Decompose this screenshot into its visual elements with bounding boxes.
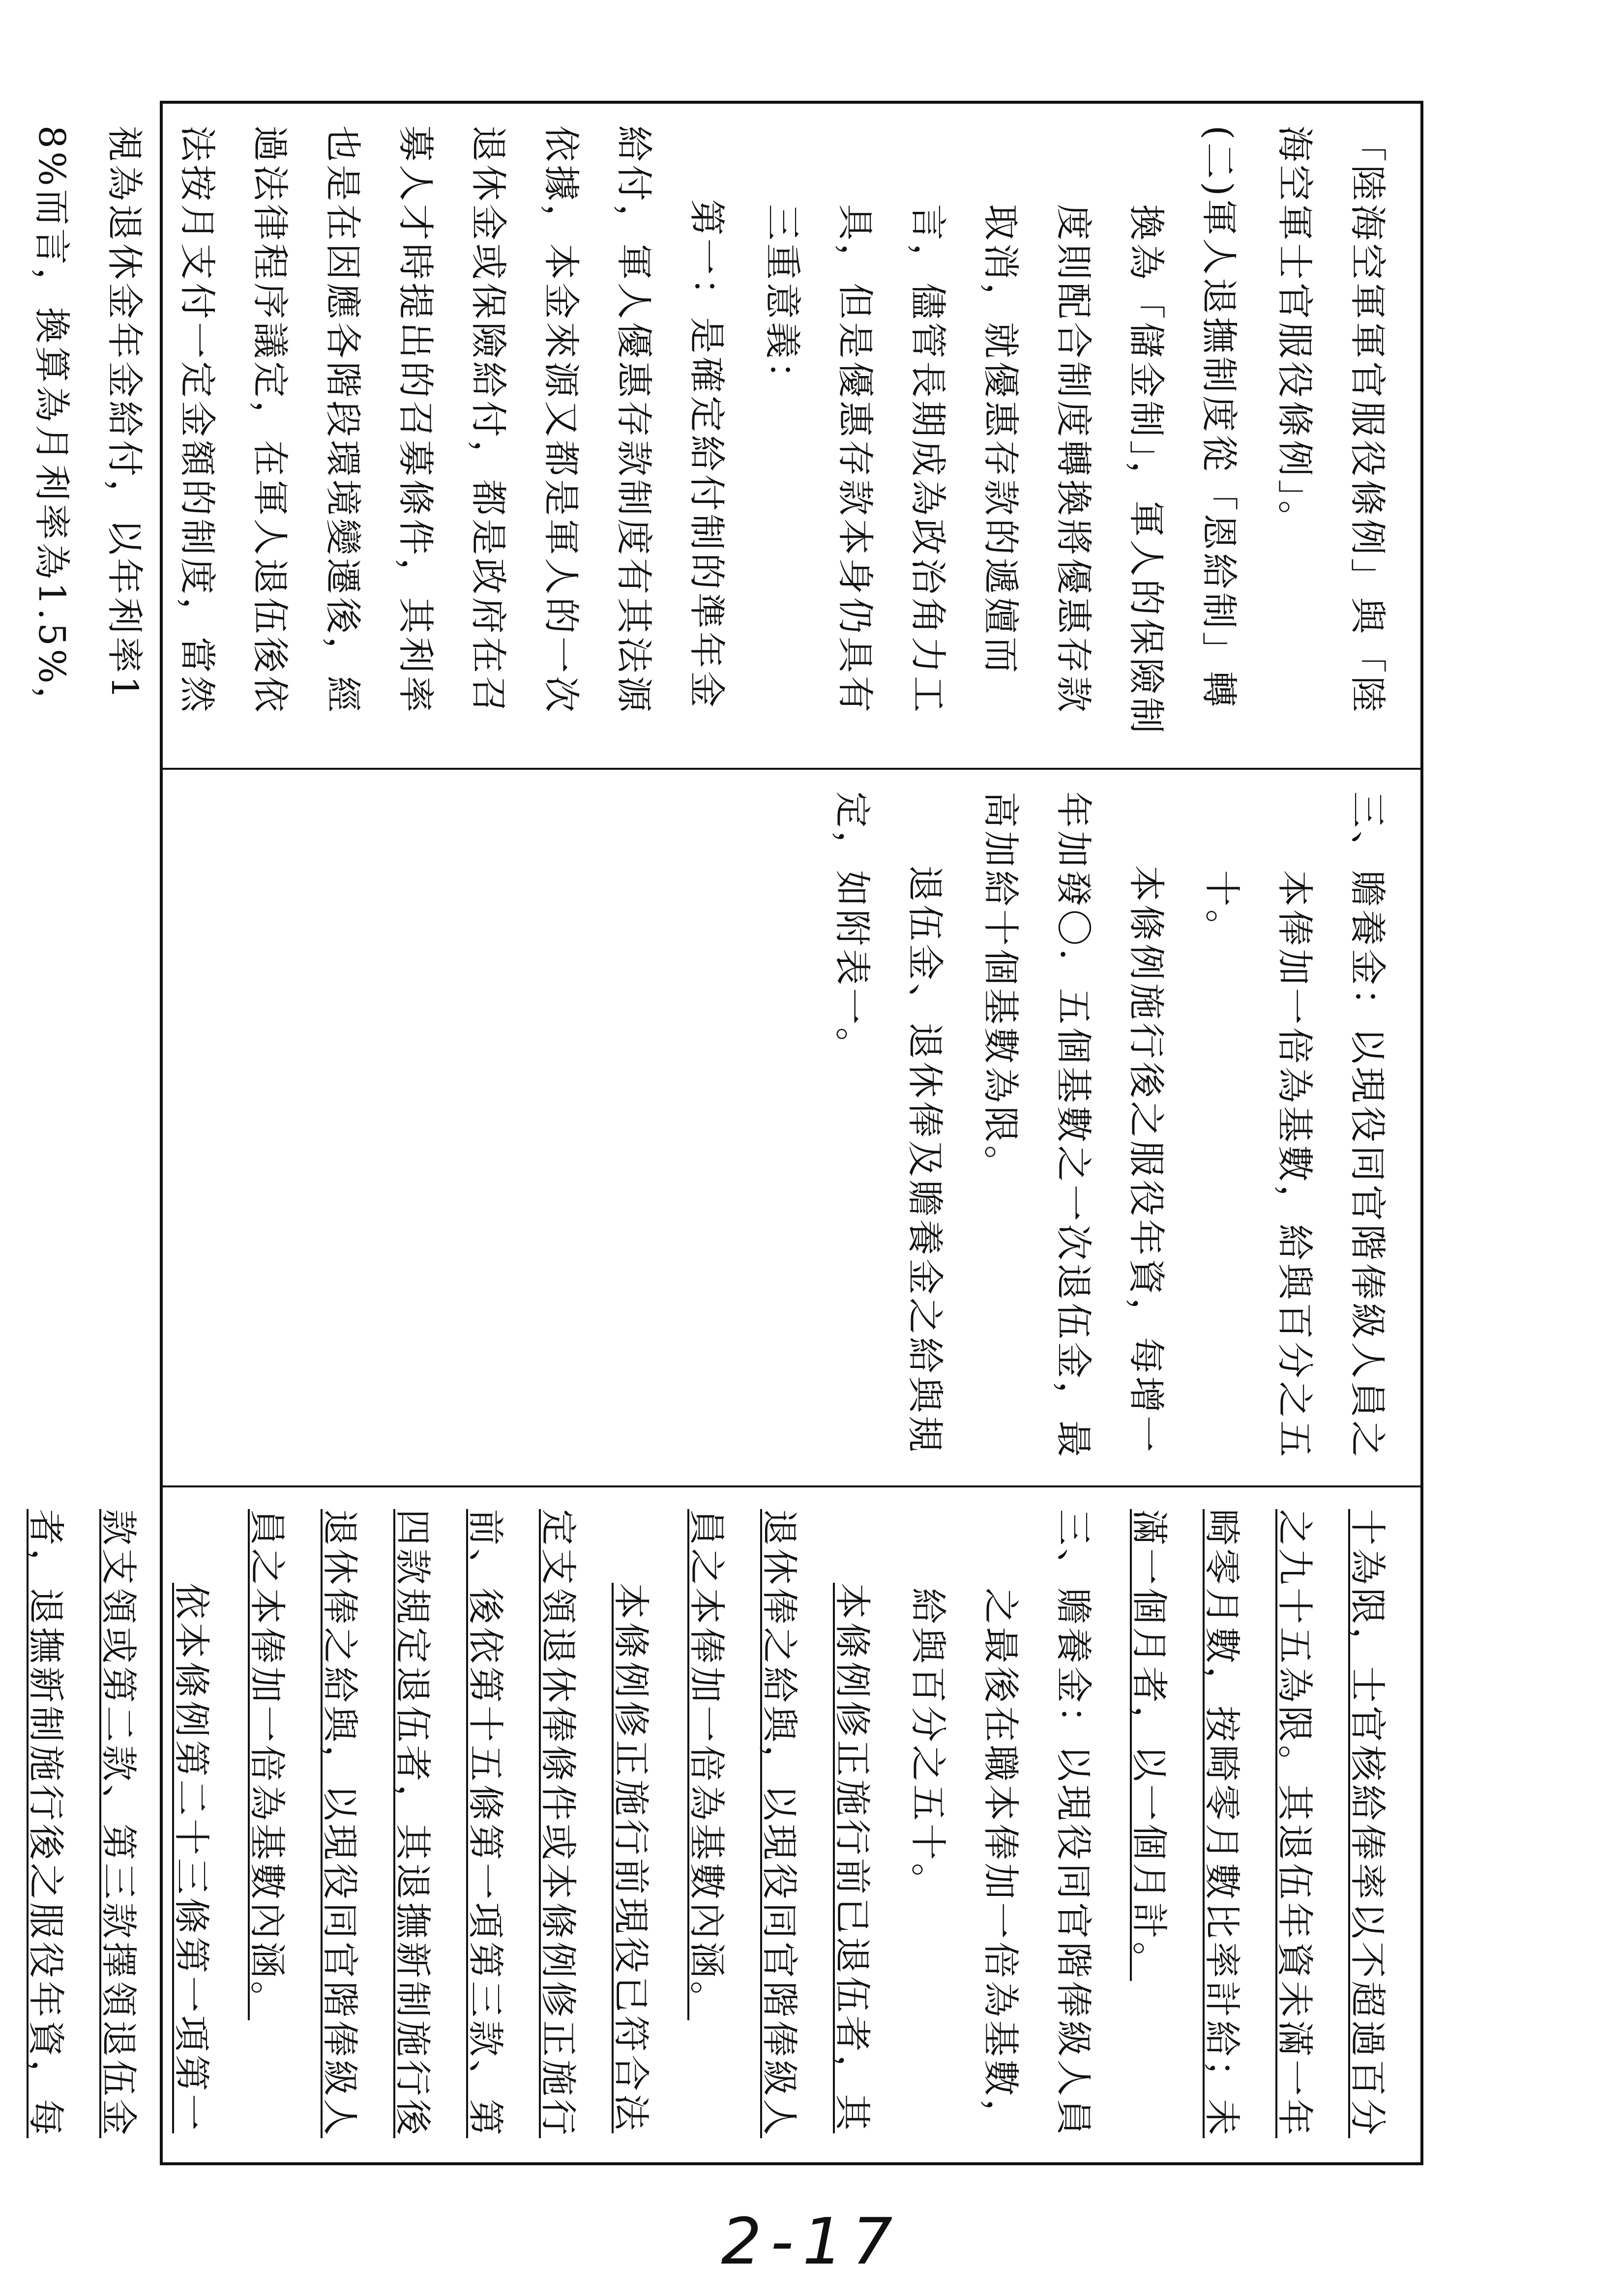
rotated-page-content [25,101,1423,2165]
paragraph-amended-2: 三、贍養金：以現役同官階俸級人員之最後在職本俸加一倍為基數，給與百分之五十。 [907,1509,1094,2138]
three-column-table [25,101,1423,2165]
paragraph-current-2: (二)軍人退撫制度從「恩給制」轉換為「儲金制」，軍人的保險制度則配合制度轉換將優惠存款取消，就優惠存款的遞嬗而言，儘管長期成為政治角力工具，但是優惠存款本身仍具有三重意義： [761,125,1240,736]
page-number: 2-17 [721,2204,902,2279]
paragraph-amended-4: 本條例修正施行前現役已符合法定支領退休俸條件或本條例修正施行前、後依第十五條第一項第三款、第四款規定退伍者，其退撫新制施行後退休俸之給與，以現役同官階俸級人員之本俸加一倍為基數內涵。 [246,1509,652,2138]
paragraph-existing-3: 退伍金、退休俸及贍養金之給與規定，如附表一。 [831,791,946,1455]
column-existing-provisions [163,770,1420,1487]
paragraph-amended-3: 本條例修正施行前已退伍者，其退休俸之給與，以現役同官階俸級人員之本俸加一倍為基數內涵。 [685,1509,873,2138]
paragraph-amended-5: 依本條例第二十三條第一項第一款支領或第二款、第三款擇領退伍金者，退撫新制施行後之服役年資，每 [25,1509,212,2138]
column-current-provisions [30,104,1420,770]
paragraph-amended-1: 十為限，士官核給俸率以不超過百分之九十五為限。其退伍年資未滿一年畸零月數，按畸零月數比率計給；未滿一個月者，以一個月計。 [1128,1509,1388,2138]
paragraph-current-3: 第一：是確定給付制的準年金給付，軍人優惠存款制度有其法源依據，本金來源又都是軍人的一次退休金或保險給付，都是政府在召募人才時提出的召募條件，其利率也是在因應各階段環境變遷後，經過法律程序議定，在軍人退伍後依法按月支付一定金額的制度，當然視為退休金年金給付，以年利率18%而言，換算為月利率為1.5%， [30,125,728,726]
paragraph-existing-1: 三、贍養金：以現役同官階俸級人員之本俸加一倍為基數，給與百分之五十。 [1201,791,1388,1460]
paragraph-current-1: 「陸海空軍軍官服役條例」與「陸海空軍士官服役條例」。 [1273,125,1388,715]
paragraph-existing-2: 本條例施行後之服役年資，每增一年加發〇．五個基數之一次退伍金，最高加給十個基數為限。 [979,791,1167,1460]
column-amended-provisions [25,1487,1420,2162]
